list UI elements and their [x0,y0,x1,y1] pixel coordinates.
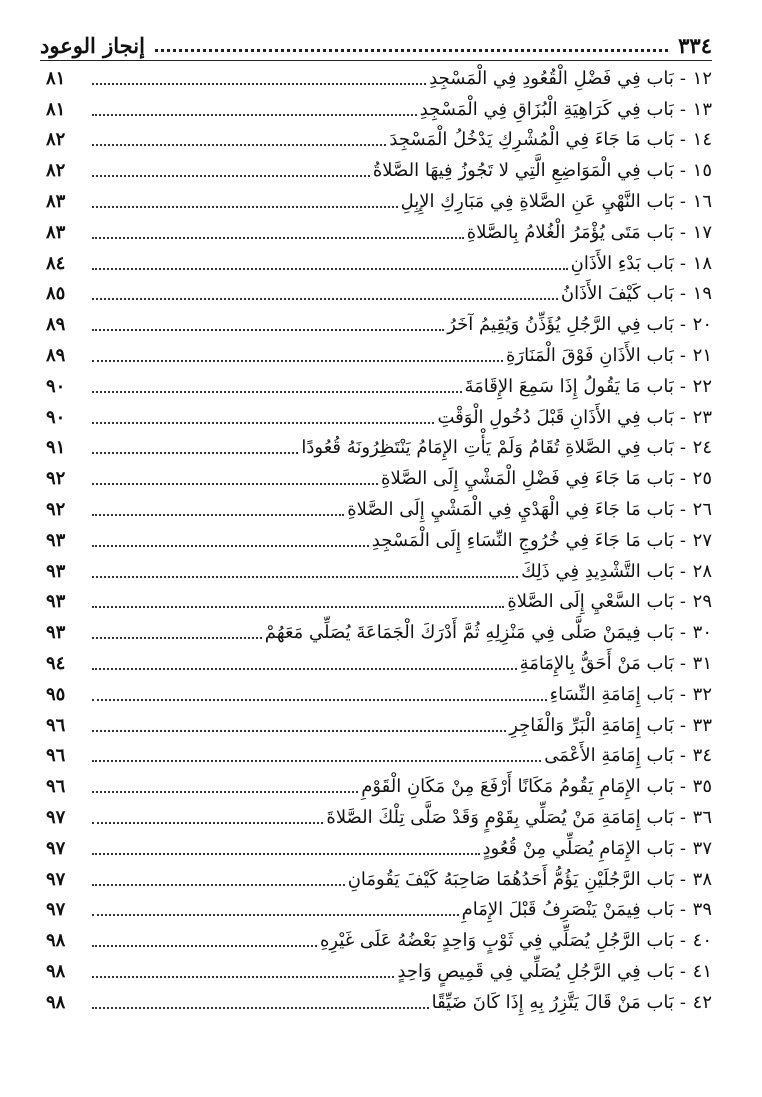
leader-dots [92,914,459,916]
entry-number: ١٩ [692,283,712,305]
entry-title: بَاب مَنْ أَحَقُّ بِالإِمَامَةِ [519,652,674,674]
entry-number: ٣٦ [692,806,712,828]
leader-dots [92,699,547,701]
entry-title: بَاب فِي كَرَاهِيَةِ الْبُزَاقِ فِي الْمَسْجِدِ [419,98,674,120]
book-title: إنجاز الوعود [40,33,145,58]
entry-dash: - [679,498,686,520]
entry-title: بَاب مَا جَاءَ فِي الْهَدْيِ فِي الْمَشْيِ إِلَى الصَّلاةِ [347,498,674,520]
entry-title: بَاب الرَّجُلَيْنِ يَؤُمُّ أَحَدُهُمَا صَاحِبَهُ كَيْفَ يَقُومَانِ [347,868,674,890]
toc-entry [46,339,712,370]
toc-entry [46,278,712,309]
toc-entry [46,216,712,247]
entry-title: بَاب فِي الصَّلاةِ تُقَامُ وَلَمْ يَأْتِ الإِمَامُ يَنْتَظِرُونَهُ قُعُودًا [301,437,674,459]
toc-entry [46,555,712,586]
entry-number: ٤١ [692,960,712,982]
leader-dots [92,945,317,947]
toc-entry [46,247,712,278]
entry-title: بَاب فِي فَضْلِ الْقُعُودِ فِي الْمَسْجِدِ [429,67,674,89]
entry-page-number: ٩٨ [46,991,66,1013]
leader-dots [92,730,506,732]
entry-number: ١٢ [692,67,712,89]
entry-number: ٤٠ [692,930,712,952]
entry-page-number: ٩٦ [46,745,66,767]
leader-dots [92,206,398,208]
entry-number: ٢٤ [692,437,712,459]
entry-dash: - [679,868,686,890]
entry-number: ٢٥ [692,468,712,490]
toc-entry [46,124,712,155]
entry-number: ٢٠ [692,314,712,336]
entry-dash: - [679,806,686,828]
page-number: ٣٣٤ [678,33,712,58]
toc-entry [46,740,712,771]
entry-page-number: ٩٣ [46,529,66,551]
toc-entry [46,154,712,185]
entry-dash: - [679,160,686,182]
entry-title: بَاب إِمَامَةِ النِّسَاءِ [549,683,674,705]
entry-dash: - [679,98,686,120]
entry-dash: - [679,468,686,490]
entry-number: ١٣ [692,98,712,120]
entry-dash: - [679,252,686,274]
entry-dash: - [679,745,686,767]
entry-dash: - [679,683,686,705]
leader-dots [92,884,345,886]
toc-entry [46,801,712,832]
leader-dots [92,237,464,239]
leader-dots [92,606,504,608]
entry-dash: - [679,899,686,921]
entry-number: ٣٠ [692,622,712,644]
entry-number: ٣٤ [692,745,712,767]
entry-dash: - [679,129,686,151]
entry-page-number: ٩٦ [46,714,66,736]
toc-entry [46,986,712,1017]
entry-number: ٢٣ [692,406,712,428]
toc-entry [46,863,712,894]
table-of-contents [46,62,712,1017]
entry-number: ٢٧ [692,529,712,551]
toc-entry [46,709,712,740]
toc-entry [46,678,712,709]
entry-page-number: ٨١ [46,98,66,120]
entry-title: بَاب مَا جَاءَ فِي خُرُوجِ النِّسَاءِ إِلَى الْمَسْجِدِ [371,529,674,551]
entry-number: ١٨ [692,252,712,274]
leader-dots [92,1007,429,1009]
entry-number: ٣٨ [692,868,712,890]
entry-title: بَاب مَتَى يُؤْمَرُ الْغُلامُ بِالصَّلاةِ [466,221,674,243]
entry-page-number: ٩٥ [46,683,66,705]
entry-title: بَاب كَيْفَ الأَذَانُ [560,283,674,305]
entry-title: بَاب التَّشْدِيدِ فِي ذَلِكَ [521,560,674,582]
leader-dots [92,791,358,793]
entry-page-number: ٩٣ [46,622,66,644]
leader-dots [92,853,480,855]
entry-number: ٤٢ [692,991,712,1013]
entry-number: ٣٥ [692,776,712,798]
entry-page-number: ٩٢ [46,498,66,520]
toc-entry [46,586,712,617]
entry-dash: - [679,283,686,305]
entry-page-number: ٩٨ [46,930,66,952]
entry-title: بَاب فِيمَنْ يَنْصَرِفُ قَبْلَ الإِمَامِ [461,899,674,921]
entry-page-number: ٩٤ [46,652,66,674]
header-leader-dots [155,49,668,52]
entry-page-number: ٩٧ [46,837,66,859]
entry-title: بَاب فِي الْمَوَاضِعِ الَّتِي لا تَجُوزُ فِيهَا الصَّلاةُ [372,160,674,182]
leader-dots [92,391,462,393]
entry-page-number: ٨٢ [46,160,66,182]
entry-title: بَاب بَدْءِ الأَذَانِ [570,252,674,274]
entry-title: بَاب فِي الأَذَانِ قَبْلَ دُخُولِ الْوَقْتِ [437,406,674,428]
entry-dash: - [679,529,686,551]
entry-title: بَاب مَا جَاءَ فِي فَضْلِ الْمَشْيِ إِلَى الصَّلاةِ [381,468,674,490]
entry-title: بَاب فِيمَنْ صَلَّى فِي مَنْزِلِهِ ثُمَّ أَدْرَكَ الْجَمَاعَةَ يُصَلِّي مَعَهُمْ [264,622,674,644]
leader-dots [92,83,426,85]
entry-dash: - [679,652,686,674]
entry-title: بَاب مَنْ قَالَ يَتَّزِرُ بِهِ إِذَا كَانَ ضَيِّقًا [431,991,674,1013]
entry-title: بَاب الرَّجُلِ يُصَلِّي فِي ثَوْبٍ وَاحِدٍ بَعْضُهُ عَلَى غَيْرِهِ [319,930,674,952]
entry-page-number: ٩٠ [46,375,66,397]
entry-page-number: ٩٢ [46,468,66,490]
toc-entry [46,93,712,124]
entry-dash: - [679,344,686,366]
entry-number: ٣٧ [692,837,712,859]
entry-dash: - [679,591,686,613]
entry-page-number: ٩٧ [46,868,66,890]
toc-entry [46,462,712,493]
entry-title: بَاب الإِمَامِ يُصَلِّي مِنْ قُعُودٍ [482,837,674,859]
entry-title: بَاب فِي الرَّجُلِ يُؤَذِّنُ وَيُقِيمُ آخَرُ [447,314,674,336]
entry-number: ٢٦ [692,498,712,520]
toc-entry [46,432,712,463]
leader-dots [92,760,541,762]
entry-page-number: ٨٩ [46,314,66,336]
entry-page-number: ٨١ [46,67,66,89]
leader-dots [92,422,434,424]
leader-dots [92,545,369,547]
leader-dots [92,329,444,331]
leader-dots [92,514,344,516]
entry-page-number: ٩٨ [46,960,66,982]
entry-page-number: ٩١ [46,437,66,459]
entry-number: ٢٢ [692,375,712,397]
leader-dots [92,175,370,177]
toc-entry [46,924,712,955]
entry-title: بَاب الأَذَانِ فَوْقَ الْمَنَارَةِ [506,344,674,366]
entry-dash: - [679,714,686,736]
entry-dash: - [679,622,686,644]
leader-dots [92,976,394,978]
toc-entry [46,616,712,647]
entry-page-number: ٩٧ [46,899,66,921]
entry-number: ٢٨ [692,560,712,582]
entry-title: بَاب إِمَامَةِ الْبَرِّ وَالْفَاجِرِ [509,714,674,736]
leader-dots [92,298,558,300]
entry-title: بَاب مَا يَقُولُ إِذَا سَمِعَ الإِقَامَةَ [464,375,674,397]
entry-number: ١٦ [692,190,712,212]
toc-entry [46,894,712,925]
entry-title: بَاب فِي الرَّجُلِ يُصَلِّي فِي قَمِيصٍ وَاحِدٍ [397,960,674,982]
toc-entry [46,401,712,432]
toc-entry [46,770,712,801]
leader-dots [92,360,503,362]
entry-dash: - [679,991,686,1013]
entry-dash: - [679,221,686,243]
toc-entry [46,647,712,678]
toc-entry [46,955,712,986]
leader-dots [92,483,378,485]
entry-number: ٣٩ [692,899,712,921]
leader-dots [92,637,262,639]
entry-number: ٣١ [692,652,712,674]
entry-number: ٣٢ [692,683,712,705]
page-header [40,26,712,58]
entry-page-number: ٨٤ [46,252,66,274]
entry-number: ٣٣ [692,714,712,736]
entry-dash: - [679,930,686,952]
entry-title: بَاب إِمَامَةِ الأَعْمَى [544,745,674,767]
entry-title: بَاب النَّهْيِ عَنِ الصَّلاةِ فِي مَبَارِكِ الإِبِلِ [400,190,674,212]
entry-title: بَاب الإِمَامِ يَقُومُ مَكَانًا أَرْفَعَ مِنْ مَكَانِ الْقَوْمِ [361,776,674,798]
entry-number: ١٧ [692,221,712,243]
toc-entry [46,62,712,93]
leader-dots [92,576,518,578]
entry-number: ٢٩ [692,591,712,613]
entry-title: بَاب مَا جَاءَ فِي الْمُشْرِكِ يَدْخُلُ الْمَسْجِدَ [389,129,674,151]
leader-dots [92,144,386,146]
entry-number: ٢١ [692,344,712,366]
entry-page-number: ٨٣ [46,221,66,243]
entry-dash: - [679,837,686,859]
entry-page-number: ٨٥ [46,283,66,305]
leader-dots [92,268,568,270]
toc-entry [46,308,712,339]
entry-page-number: ٨٩ [46,344,66,366]
leader-dots [92,114,417,116]
leader-dots [92,668,517,670]
entry-page-number: ٩٠ [46,406,66,428]
leader-dots [92,822,323,824]
toc-entry [46,493,712,524]
leader-dots [92,452,298,454]
entry-page-number: ٩٧ [46,806,66,828]
toc-entry [46,832,712,863]
entry-page-number: ٨٣ [46,190,66,212]
entry-dash: - [679,960,686,982]
entry-dash: - [679,314,686,336]
entry-dash: - [679,375,686,397]
entry-page-number: ٩٣ [46,591,66,613]
entry-title: بَاب السَّعْيِ إِلَى الصَّلاةِ [507,591,674,613]
entry-dash: - [679,437,686,459]
entry-page-number: ٩٣ [46,560,66,582]
toc-entry [46,370,712,401]
toc-entry [46,185,712,216]
entry-page-number: ٩٦ [46,776,66,798]
entry-number: ١٤ [692,129,712,151]
entry-dash: - [679,776,686,798]
toc-entry [46,524,712,555]
entry-dash: - [679,406,686,428]
entry-page-number: ٨٢ [46,129,66,151]
entry-title: بَاب إِمَامَةِ مَنْ يُصَلِّي بِقَوْمٍ وَقَدْ صَلَّى تِلْكَ الصَّلاةَ [326,806,674,828]
entry-dash: - [679,67,686,89]
entry-number: ١٥ [692,160,712,182]
entry-dash: - [679,560,686,582]
header-rule [40,60,712,61]
entry-dash: - [679,190,686,212]
